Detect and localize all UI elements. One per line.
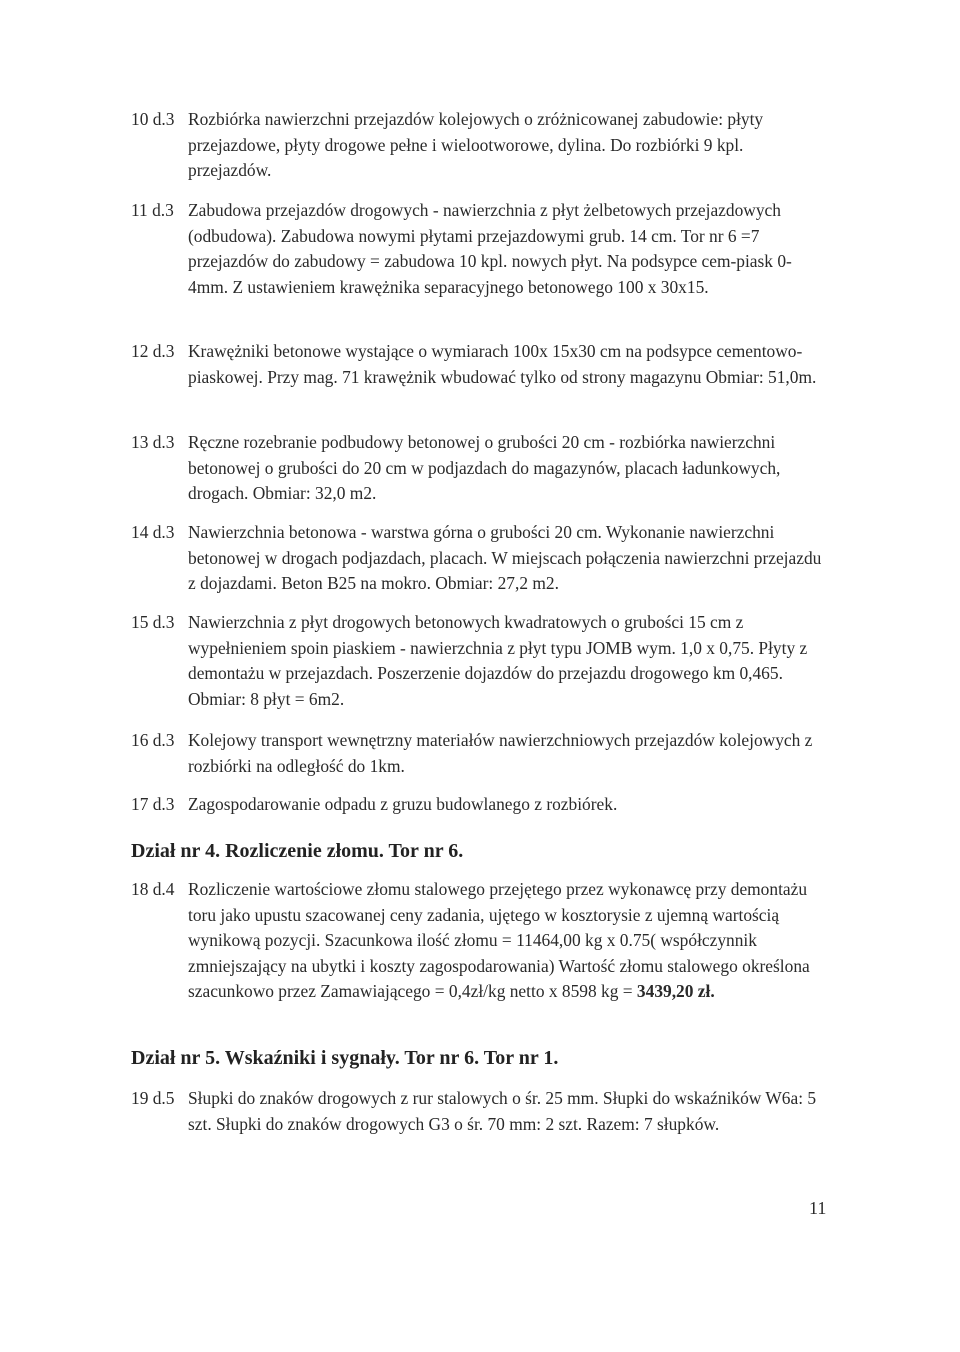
item-text: Nawierzchnia z płyt drogowych betonowych kwadratowych o grubości 15 cm z wypełnieniem spoin piaskiem - nawierzchnia z płyt typu JOMB wym. 1,0 x 0,75. Płyty z demontażu w przejazdach. Poszerzenie dojazdów do przejazdu drogowego km 0,465. Obmiar: 8 płyt = 6m2. — [188, 612, 808, 709]
item-number: 19 d.5 — [131, 1088, 175, 1108]
item-text: Słupki do znaków drogowych z rur stalowych o śr. 25 mm. Słupki do wskaźników W6a: 5 szt. Słupki do znaków drogowych G3 o śr. 70 mm: 2 szt. Razem: 7 słupków. — [188, 1088, 817, 1134]
list-item — [131, 610, 831, 712]
item-text: Rozbiórka nawierzchni przejazdów kolejowych o zróżnicowanej zabudowie: płyty przejazdowe, płyty drogowe pełne i wielootworowe, dylina. Do rozbiórki 9 kpl. przejazdów. — [188, 109, 764, 180]
item-text: Krawężniki betonowe wystające o wymiarach 100x 15x30 cm na podsypce cementowo-piaskowej. Przy mag. 71 krawężnik wbudować tylko od strony magazynu Obmiar: 51,0m. — [188, 341, 817, 387]
list-item — [131, 430, 831, 507]
item-number: 15 d.3 — [131, 612, 175, 632]
item-number: 12 d.3 — [131, 341, 175, 361]
section-heading-dzial-5: Dział nr 5. Wskaźniki i sygnały. Tor nr 6. Tor nr 1. — [131, 1047, 559, 1069]
page-number: 11 — [809, 1198, 827, 1218]
item-number: 11 d.3 — [131, 200, 174, 220]
list-item — [131, 728, 831, 779]
list-item — [131, 520, 831, 597]
item-number: 17 d.3 — [131, 794, 175, 814]
section-heading-dzial-4: Dział nr 4. Rozliczenie złomu. Tor nr 6. — [131, 840, 464, 862]
item-text-main: Rozliczenie wartościowe złomu stalowego przejętego przez wykonawcę przy demontażu toru jako upustu szacowanej ceny zadania, ujętego w kosztorysie z ujemną wartością wynikową pozycji. Szacunkowa ilość złomu = 11464,00 kg x 0.75( współczynnik zmniejszający na ubytki i koszty zagospodarowania) Wartość złomu stalowego określona szacunkowo przez Zamawiającego = 0,4zł/kg netto x 8598 kg = — [188, 879, 810, 1001]
item-text: Nawierzchnia betonowa - warstwa górna o grubości 20 cm. Wykonanie nawierzchni betonowej w drogach podjazdach, placach. W miejscach połączenia nawierzchni przejazdu z dojazdami. Beton B25 na mokro. Obmiar: 27,2 m2. — [188, 522, 822, 593]
scrap-value-total: 3439,20 zł. — [636, 981, 715, 1001]
item-number: 16 d.3 — [131, 730, 175, 750]
list-item — [131, 339, 831, 390]
list-item — [131, 198, 831, 300]
list-item — [131, 792, 831, 818]
list-item — [131, 1086, 831, 1137]
item-text: Kolejowy transport wewnętrzny materiałów nawierzchniowych przejazdów kolejowych z rozbiórki na odległość do 1km. — [188, 730, 813, 776]
item-text: Zagospodarowanie odpadu z gruzu budowlanego z rozbiórek. — [188, 794, 618, 814]
item-number: 13 d.3 — [131, 432, 175, 452]
item-text — [188, 877, 831, 1005]
item-text: Ręczne rozebranie podbudowy betonowej o grubości 20 cm - rozbiórka nawierzchni betonowej o grubości do 20 cm w podjazdach do magazynów, placach ładunkowych, drogach. Obmiar: 32,0 m2. — [188, 432, 781, 503]
list-item — [131, 107, 831, 184]
list-item — [131, 877, 831, 1005]
item-number: 14 d.3 — [131, 522, 175, 542]
item-text: Zabudowa przejazdów drogowych - nawierzchnia z płyt żelbetowych przejazdowych (odbudowa). Zabudowa nowymi płytami przejazdowymi grub. 14 cm. Tor nr 6 =7 przejazdów do zabudowy = zabudowa 10 kpl. nowych płyt. Na podsypce cem-piask 0-4mm. Z ustawieniem krawężnika separacyjnego betonowego 100 x 30x15. — [188, 200, 792, 297]
item-number: 18 d.4 — [131, 879, 175, 899]
item-number: 10 d.3 — [131, 109, 175, 129]
